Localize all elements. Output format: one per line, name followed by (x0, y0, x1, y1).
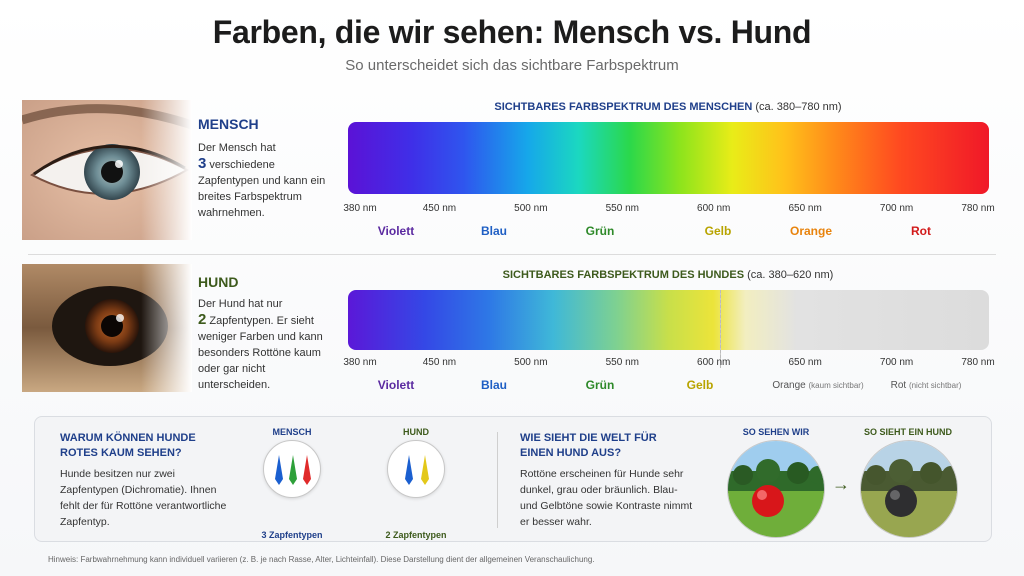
faded-color-name: Orange (772, 380, 809, 391)
dog-spectrum-range: (ca. 380–620 nm) (747, 269, 834, 281)
arrow-icon: → (832, 474, 850, 494)
dog-cone-count: 2 (198, 311, 207, 328)
human-color-names (348, 224, 988, 240)
dog-spectrum-title: SICHTBARES FARBSPEKTRUM DES HUNDES (502, 269, 745, 281)
dog-cones-icon (387, 440, 445, 498)
dog-desc-after: Zapfentypen. Er sieht weniger Farben und kann besonders Rottöne kaum oder gar nicht unterscheiden. (198, 315, 323, 391)
dog-faded-color-orange (772, 380, 863, 391)
scene-human-heading: SO SEHEN WIR (742, 427, 810, 437)
tick-label: 500 nm (514, 203, 548, 214)
human-cone-count: 3 (198, 155, 207, 172)
dog-color-name-grün: Grün (585, 378, 615, 392)
why-text: Hunde besitzen nur zwei Zapfentypen (Dichromatie). Ihnen fehlt der für Rottöne verantwortliche Zapfentyp. (60, 468, 227, 528)
tick-label: 380 nm (343, 203, 377, 214)
human-label: MENSCH (198, 116, 259, 132)
dog-color-name-blau: Blau (480, 378, 508, 392)
page-subtitle: So unterscheidet sich das sichtbare Farbspektrum (345, 57, 679, 74)
tick-label: 380 nm (343, 357, 377, 368)
dog-spectrum-ticks (343, 357, 995, 369)
human-spectrum-range: (ca. 380–780 nm) (755, 101, 842, 113)
dog-color-name-gelb: Gelb (686, 378, 714, 392)
tick-label: 780 nm (961, 203, 995, 214)
cones-human-caption: 3 Zapfentypen (261, 530, 323, 540)
panel-divider (497, 432, 498, 528)
section-divider (28, 254, 996, 255)
cones-dog-caption: 2 Zapfentypen (385, 530, 447, 540)
human-cones-icon (263, 440, 321, 498)
scene-dog-heading: SO SIEHT EIN HUND (863, 427, 953, 437)
tick-label: 650 nm (788, 357, 822, 368)
scene-human-image (727, 440, 825, 538)
faded-color-note: (kaum sichtbar) (808, 381, 864, 390)
scene-dog-image (860, 440, 958, 538)
dog-spectrum-bar (348, 290, 989, 350)
faded-color-note: (nicht sichtbar) (908, 381, 962, 390)
tick-label: 600 nm (697, 357, 731, 368)
tick-label: 550 nm (605, 357, 639, 368)
tick-label: 500 nm (514, 357, 548, 368)
human-desc-before: Der Mensch hat (198, 142, 276, 154)
tick-label: 600 nm (697, 203, 731, 214)
why-title: WARUM KÖNNEN HUNDE ROTES KAUM SEHEN? (60, 432, 196, 459)
world-title: WIE SIEHT DIE WELT FÜR EINEN HUND AUS? (520, 432, 657, 459)
dog-spectrum-heading (348, 269, 988, 281)
color-name-violett: Violett (377, 224, 415, 238)
dog-color-names (348, 378, 988, 394)
tick-label: 450 nm (422, 203, 457, 214)
tick-label: 450 nm (422, 357, 457, 368)
tick-label: 550 nm (605, 203, 639, 214)
human-description (198, 140, 338, 221)
dog-faded-color-rot (891, 380, 962, 391)
dog-color-name-violett: Violett (377, 378, 415, 392)
world-text: Rottöne erscheinen für Hunde sehr dunkel, grau oder bräunlich. Blau- und Gelbtöne sowie Kontraste nimmt er besser wahr. (520, 468, 693, 528)
human-spectrum-bar (348, 122, 989, 194)
tick-label: 700 nm (879, 357, 914, 368)
dog-eye-image (22, 264, 192, 392)
tick-label: 780 nm (961, 357, 995, 368)
human-desc-after: verschiedene Zapfentypen und kann ein breites Farbspektrum wahrnehmen. (198, 159, 326, 219)
tick-label: 700 nm (879, 203, 914, 214)
color-name-grün: Grün (585, 224, 615, 238)
human-eye-image (22, 100, 192, 240)
human-spectrum-ticks (343, 203, 995, 215)
faded-color-name: Rot (890, 380, 909, 391)
page-title: Farben, die wir sehen: Mensch vs. Hund (212, 14, 812, 50)
dog-description (198, 296, 338, 393)
tick-label: 650 nm (788, 203, 822, 214)
color-name-rot: Rot (911, 224, 931, 238)
color-name-orange: Orange (789, 224, 833, 238)
dog-label: HUND (198, 274, 239, 290)
dog-desc-before: Der Hund hat nur (198, 298, 283, 310)
cones-human-heading: MENSCH (272, 427, 312, 437)
color-name-gelb: Gelb (704, 224, 732, 238)
footer-note: Hinweis: Farbwahrnehmung kann individuell variieren (z. B. je nach Rasse, Alter, Lichteinfall). Diese Darstellung dient der allgemeinen Veranschaulichung. (48, 555, 595, 564)
color-name-blau: Blau (480, 224, 508, 238)
cones-dog-heading: HUND (403, 427, 429, 437)
human-spectrum-heading (348, 101, 988, 113)
human-spectrum-title: SICHTBARES FARBSPEKTRUM DES MENSCHEN (494, 101, 753, 113)
